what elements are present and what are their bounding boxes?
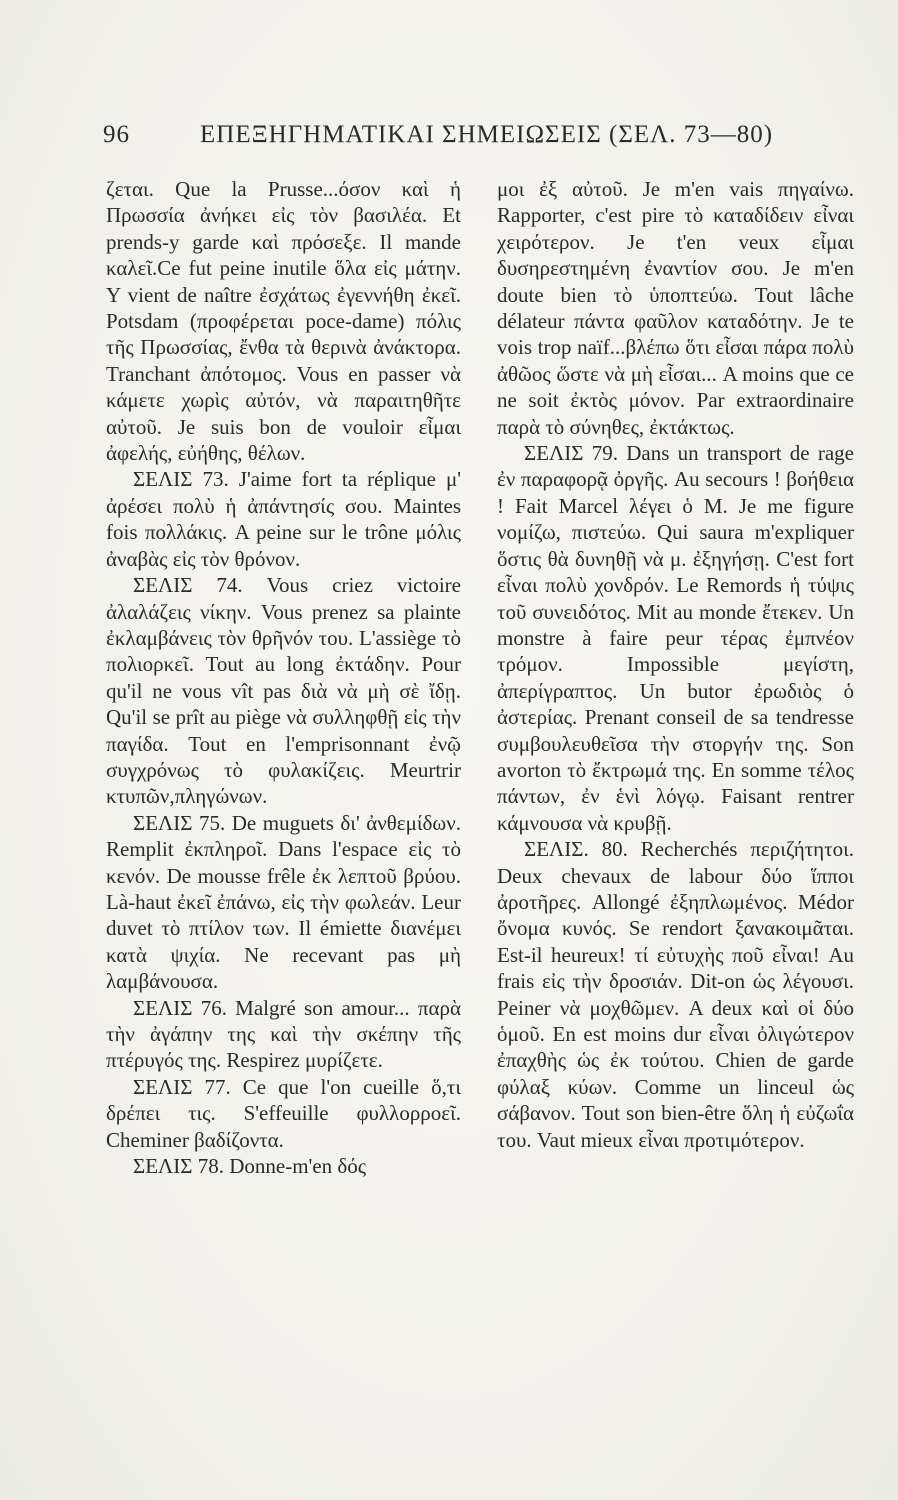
section-page-80: ΣΕΛΙΣ. 80. Recherchés περιζήτητοι. Deux chevaux de labour δύο ἵπποι ἀροτῆρες. Allongé ἐξηπλωμένος. Médor ὄνομα κυνός. Se rendort ξανακοιμᾶται. Est-il heureux! τί εὐτυχὴς ποῦ εἶναι! Au frais εἰς τὴν δροσιάν. Dit-on ὡς λέγουσι. Peiner νὰ μοχθῶμεν. A deux καὶ οἱ δύο ὁμοῦ. En est moins dur εἶναι ὀλιγώτερον ἐπαχθὴς ὡς ἐκ τούτου. Chien de garde φύλαξ κύων. Comme un linceul ὡς σάβανον. Tout son bien-être ὅλη ἡ εὐζωΐα του. Vaut mieux εἶναι προτιμότερον. [497,837,854,1152]
page-number: 96 [103,121,130,148]
section-page-79: ΣΕΛΙΣ 79. Dans un transport de rage ἐν παραφορᾷ ὀργῆς. Au secours ! βοήθεια ! Fait Marcel λέγει ὁ Μ. Je me figure νομίζω, πιστεύω. Qui saura m'expliquer ὅστις θὰ δυνηθῇ νὰ μ. ἐξηγήσῃ. C'est fort εἶναι πολὺ χονδρόν. Le Remords ἡ τύψις τοῦ συνειδότος. Mit au monde ἔτεκεν. Un monstre à faire peur τέρας ἐμπνέον τρόμον. Impossible μεγίστη, ἀπερίγραπτος. Un butor ἐρωδιὸς ὁ ἀστερίας. Prenant conseil de sa tendresse συμβουλευθεῖσα τὴν στοργήν της. Son avorton τὸ ἔκτρωμά της. En somme τέλος πάντων, ἐν ἑνὶ λόγῳ. Faisant rentrer κάμνουσα νὰ κρυβῇ. [497,441,854,835]
section-page-75: ΣΕΛΙΣ 75. De muguets δι' ἀνθεμίδων. Remplit ἐκπληροῖ. Dans l'espace εἰς τὸ κενόν. De mousse frêle ἐκ λεπτοῦ βρύου. Là-haut ἐκεῖ ἐπάνω, εἰς τὴν φωλεάν. Leur duvet τὸ πτίλον των. Il émiette διανέμει κατὰ ψιχία. Ne recevant pas μὴ λαμβάνουσα. [106,810,461,994]
paragraph-continuation: ζεται. Que la Prusse...όσον καὶ ἡ Πρωσσία ἀνήκει εἰς τὸν βασιλέα. Et prends-y garde καὶ πρόσεξε. Il mande καλεῖ.Ce fut peine inutile ὅλα εἰς μάτην. Y vient de naître ἐσχάτως ἐγεννήθη ἐκεῖ. Potsdam (προφέρεται poce-dame) πόλις τῆς Πρωσσίας, ἔνθα τὰ θερινὰ ἀνάκτορα. Tranchant ἀπότομος. Vous en passer νὰ κάμετε χωρὶς αὐτόν, νὰ παραιτηθῆτε αὐτοῦ. Je suis bon de vouloir εἶμαι ἀφελής, εὐήθης, θέλων. [106,177,461,466]
page-header [103,118,790,152]
section-page-76: ΣΕΛΙΣ 76. Malgré son amour... παρὰ τὴν ἀγάπην της καὶ τὴν σκέπην τῆς πτέρυγός της. Respirez μυρίζετε. [106,995,461,1073]
section-page-73: ΣΕΛΙΣ 73. J'aime fort ta réplique μ' ἀρέσει πολὺ ἡ ἀπάντησίς σου. Maintes fois πολλάκις. A peine sur le trône μόλις ἀναβὰς εἰς τὸν θρόνον. [106,467,461,571]
section-page-78-continued: μοι ἐξ αὐτοῦ. Je m'en vais πηγαίνω. Rapporter, c'est pire τὸ καταδίδειν εἶναι χειρότερον. Je t'en veux εἶμαι δυσηρεστημένη ἐναντίον σου. Je m'en doute bien τὸ ὑποπτεύω. Tout lâche délateur πάντα φαῦλον καταδότην. Je te vois trop naïf...βλέπω ὅτι εἶσαι πάρα πολὺ ἀθῶος ὥστε νὰ μὴ εἶσαι... A moins que ce ne soit ἐκτὸς μόνον. Par extraordinaire παρὰ τὸ σύνηθες, ἐκτάκτως. [497,177,854,439]
section-page-78: ΣΕΛΙΣ 78. Donne-m'en δός [133,1154,367,1179]
section-page-77: ΣΕΛΙΣ 77. Ce que l'on cueille ὅ,τι δρέπει τις. S'effeuille φυλλορροεῖ. Cheminer βαδίζοντα. [106,1074,461,1152]
left-column [106,176,461,1179]
running-title: ΕΠΕΞΗΓΗΜΑΤΙΚΑΙ ΣΗΜΕΙΩΣΕΙΣ (ΣΕΛ. 73—80) [200,121,774,148]
right-column [497,176,854,1153]
section-page-74: ΣΕΛΙΣ 74. Vous criez victoire ἀλαλάζεις νίκην. Vous prenez sa plainte ἐκλαμβάνεις τὸν θρῆνόν του. L'assiège τὸ πολιορκεῖ. Tout au long ἐκτάδην. Pour qu'il ne vous vît pas διὰ νὰ μὴ σὲ ἴδῃ. Qu'il se prît au piège νὰ συλληφθῇ εἰς τὴν παγίδα. Tout en l'emprisonnant ἐνῷ συγχρόνως τὸ φυλακίζεις. Meurtrir κτυπῶν,πληγώνων. [106,573,461,809]
